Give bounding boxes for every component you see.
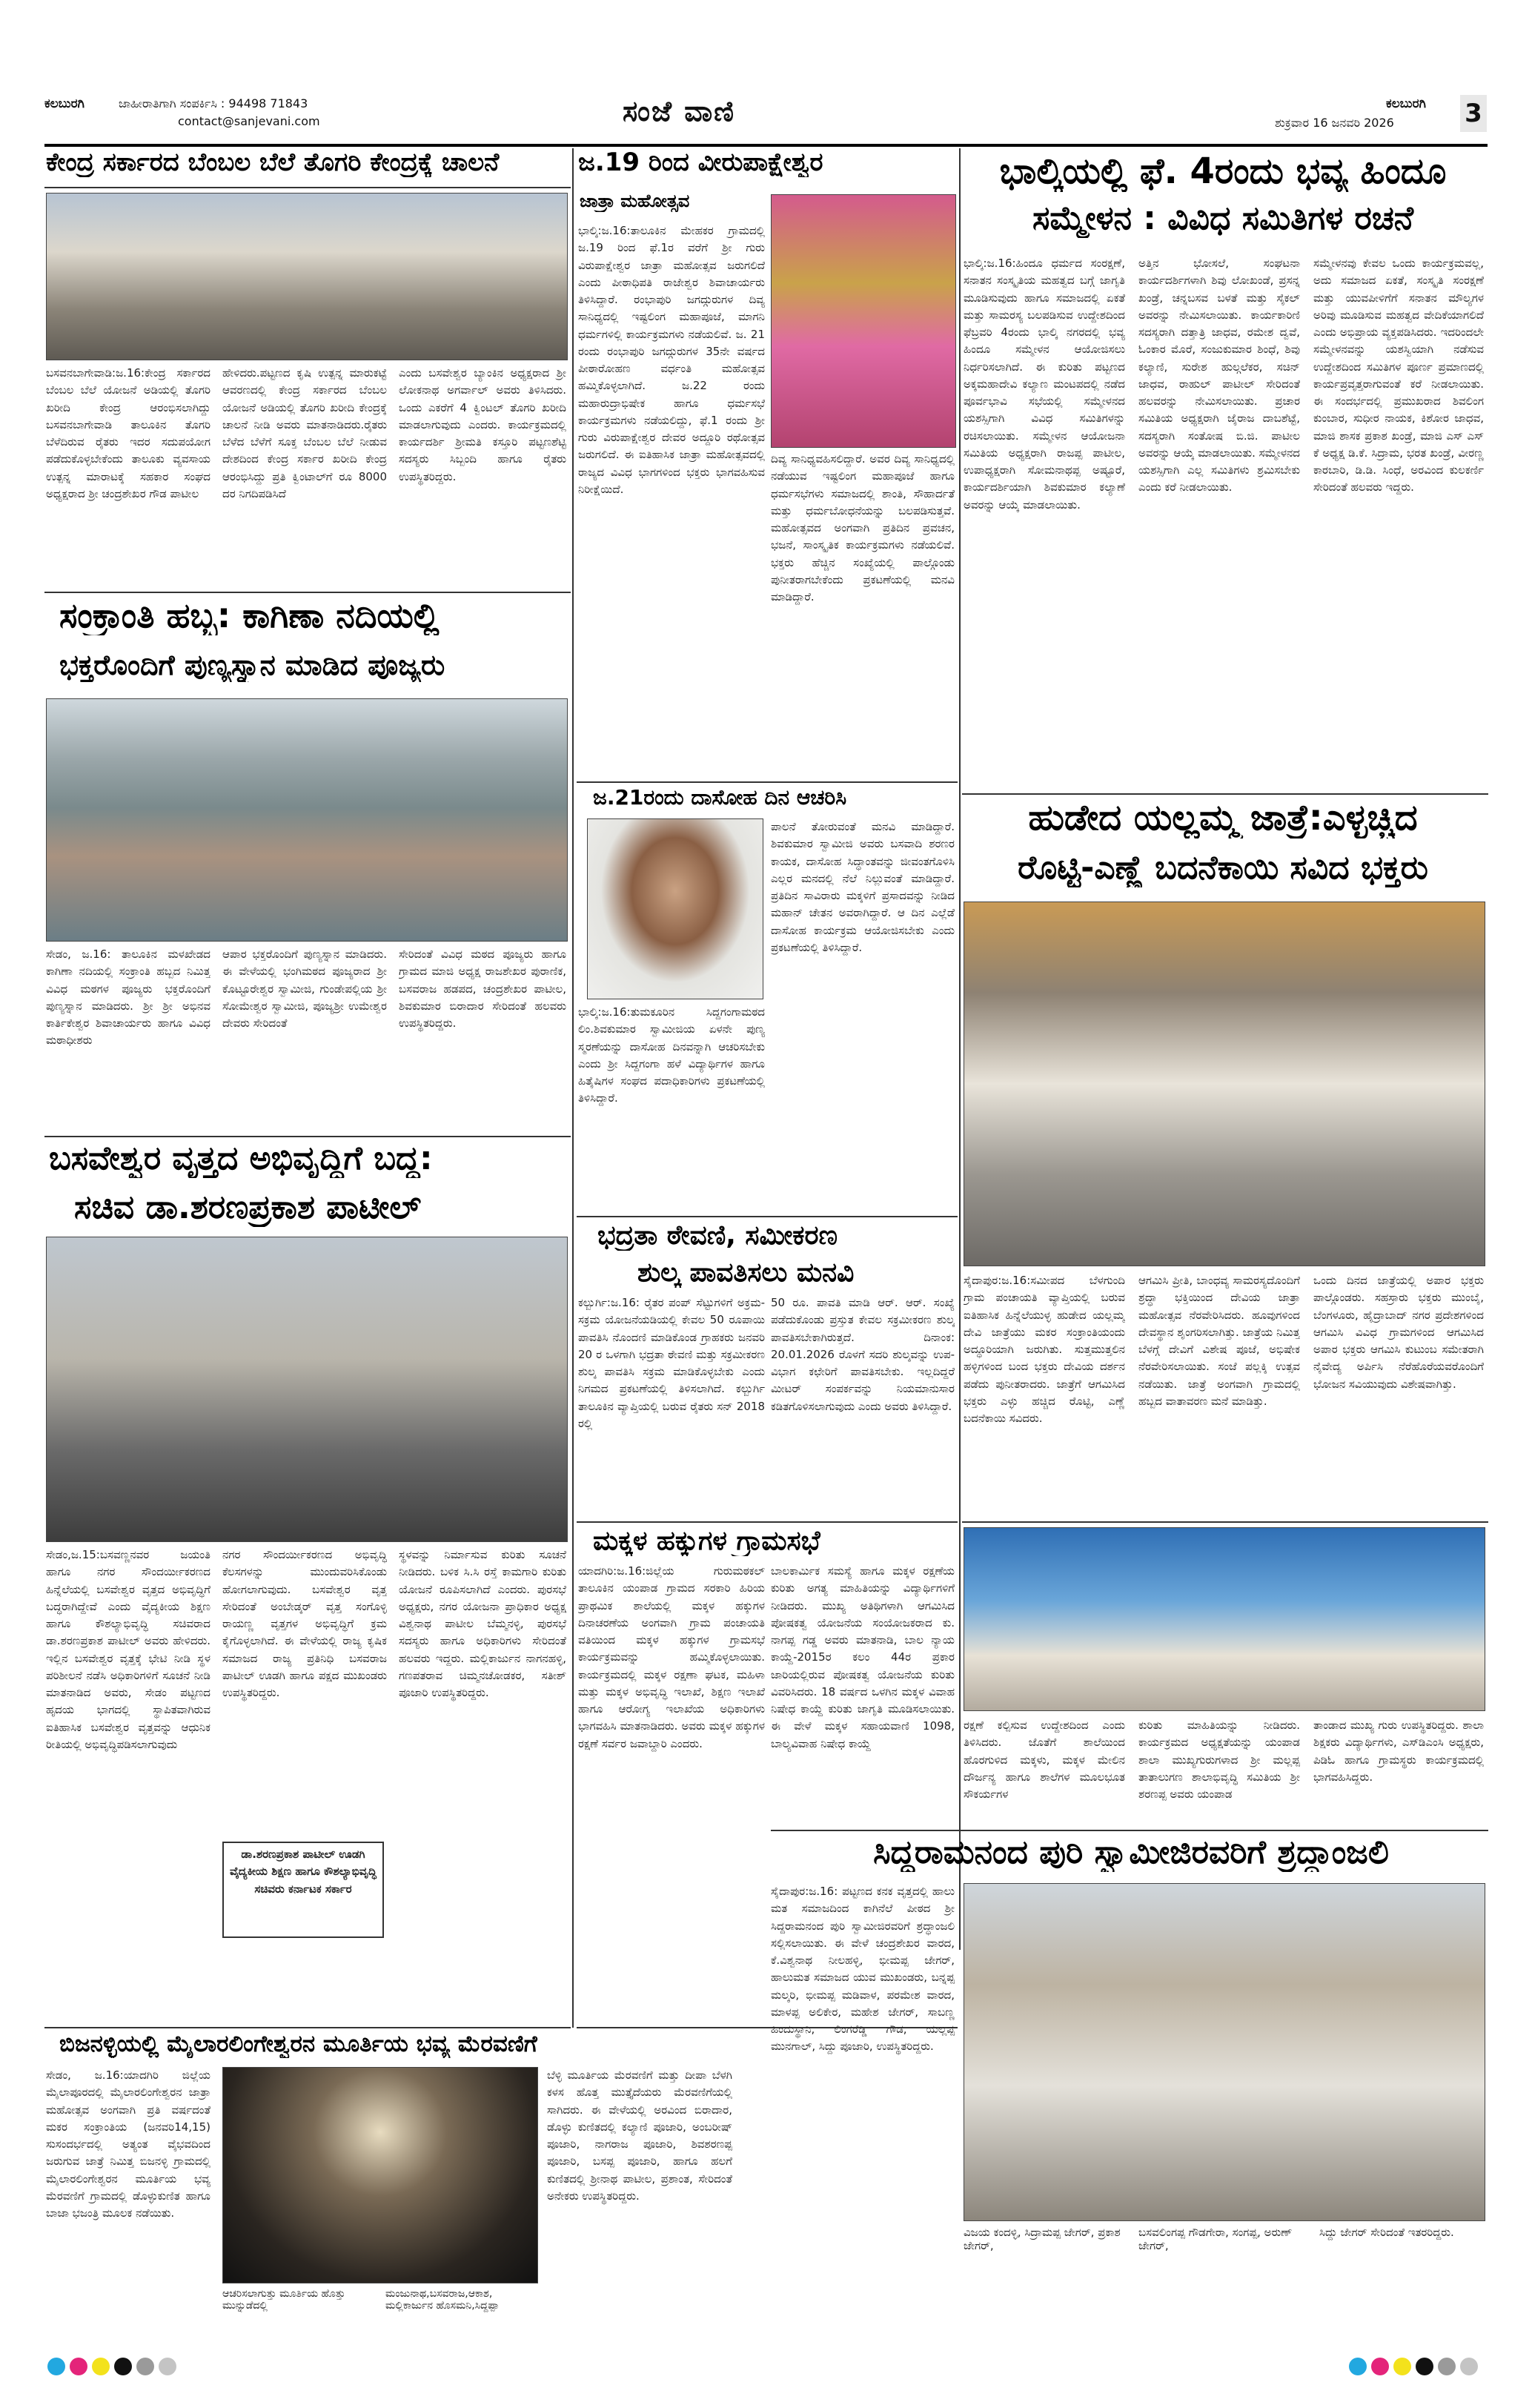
s5-headline2: ಜಾತ್ರಾ ಮಹೋತ್ಸವ [580, 191, 690, 211]
s3-col1: ಸೇಡಂ,ಜ.15:ಬಸವಣ್ಣನವರ ಜಯಂತಿ ಹಾಗೂ ನಗರ ಸೌಂದರ್ಯೀಕರಣದ ಹಿನ್ನೆಲೆಯಲ್ಲಿ ಬಸವೇಶ್ವರ ವೃತ್ತದ ಅಭಿವೃದ್ಧಿಗೆ ಬದ್ಧರಾಗಿದ್ದೇವೆ ಎಂದು ವೈದ್ಯಕೀಯ ಶಿಕ್ಷಣ ಹಾಗೂ ಕೌಶಲ್ಯಾಭಿವೃದ್ಧಿ ಸಚಿವರಾದ ಡಾ.ಶರಣಪ್ರಕಾಶ ಪಾಟೀಲ್ ಅವರು ಹೇಳಿದರು. ಇಲ್ಲಿನ ಬಸವೇಶ್ವರ ವೃತ್ತಕ್ಕೆ ಭೇಟಿ ನೀಡಿ ಸ್ಥಳ ಪರಿಶೀಲನೆ ನಡೆಸಿ ಅಧಿಕಾರಿಗಳಿಗೆ ಸೂಚನೆ ನೀಡಿ ಮಾತನಾಡಿದ ಅವರು, ಸೇಡಂ ಪಟ್ಟಣದ ಹೃದಯ ಭಾಗದಲ್ಲಿ ಸ್ಥಾಪಿತವಾಗಿರುವ ಐತಿಹಾಸಿಕ ಬಸವೇಶ್ವರ ವೃತ್ತವನ್ನು ಆಧುನಿಕ ರೀತಿಯಲ್ಲಿ ಅಭಿವೃದ್ಧಿಪಡಿಸಲಾಗುವುದು [46, 1548, 210, 1751]
divider [44, 592, 571, 593]
cyan-dot [47, 2358, 65, 2375]
s8-col2: ಬಾಲಕಾರ್ಮಿಕ ಸಮಸ್ಯೆ ಹಾಗೂ ಮಕ್ಕಳ ರಕ್ಷಣೆಯ ಕುರಿತು ಅಗತ್ಯ ಮಾಹಿತಿಯನ್ನು ವಿದ್ಯಾರ್ಥಿಗಳಿಗೆ ನೀಡಿದರು. ಮುಖ್ಯ ಅತಿಥಿಗಳಾಗಿ ಆಗಮಿಸಿದ ಪೋಷಕತ್ವ ಯೋಜನೆಯ ಸಂಯೋಜಕರಾದ ಕು. ನಾಗಪ್ಪ ಗಡ್ಡ ಅವರು ಮಾತನಾಡಿ, ಬಾಲ ನ್ಯಾಯ ಕಾಯ್ದೆ-2015ರ ಕಲಂ 44ರ ಪ್ರಕಾರ ಜಾರಿಯಲ್ಲಿರುವ ಪೋಷಕತ್ವ ಯೋಜನೆಯ ಕುರಿತು ವಿವರಿಸಿದರು. 18 ವರ್ಷದ ಒಳಗಿನ ಮಕ್ಕಳ ವಿವಾಹ ನಿಷೇಧ ಕಾಯ್ದೆ ಕುರಿತು ಜಾಗೃತಿ ಮೂಡಿಸಲಾಯಿತು. ಈ ವೇಳೆ ಮಕ್ಕಳ ಸಹಾಯವಾಣಿ 1098, ಬಾಲ್ಯವಿವಾಹ ನಿಷೇಧ ಕಾಯ್ದೆ [771, 1564, 955, 1750]
s5-portrait [771, 194, 956, 448]
s6-portrait [587, 818, 763, 999]
s11-col1: ಸೈದಾಪುರ:ಜ.16: ಪಟ್ಟಣದ ಕನಕ ವೃತ್ತದಲ್ಲಿ ಹಾಲು ಮತ ಸಮಾಜದಿಂದ ಕಾಗಿನೆಲೆ ಪೀಠದ ಶ್ರೀ ಸಿದ್ದರಾಮನಂದ ಪುರಿ ಸ್ವಾಮೀಜಿರವರಿಗೆ ಶ್ರದ್ಧಾಂಜಲಿ ಸಲ್ಲಿಸಲಾಯಿತು. ಈ ವೇಳೆ ಚಂದ್ರಶೇಖರ ವಾರದ, ಕೆ.ವಿಶ್ವನಾಥ ನೀಲಹಳ್ಳಿ, ಭೀಮಪ್ಪ ಜೇಗರ್, ಹಾಲುಮತ ಸಮಾಜದ ಯುವ ಮುಖಂಡರು, ಬನ್ನಪ್ಪ ಮಲ್ಕರಿ, ಭೀಮಪ್ಪ ಮಡಿವಾಳ, ಪರಮೇಶ ವಾರದ, ಮಾಳಪ್ಪ ಅಲಿಕೇರ, ಮಹೇಶ ಜೇಗರ್, ಸಾಬಣ್ಣ ಹಿಂದುಸ್ಥಾನಿ, ಲಿಂಗರೆಡ್ಡಿ ಗೌಡ, ಯಲ್ಲಪ್ಪ ಮುನಗಾಲ್, ಸಿದ್ದು ಪೂಜಾರಿ, ಉಪಸ್ಥಿತರಿದ್ದರು. [771, 1885, 955, 2054]
s11-photo-caption2: ಬಸವಲಿಂಗಪ್ಪ ಗೌಡಗೇರಾ, ಸಂಗಪ್ಪ, ಅರುಣ್ ಜೇಗರ್, [1138, 2226, 1293, 2252]
registration-marks-left [47, 2358, 181, 2378]
s7-headline2: ಶುಲ್ಕ ಪಾವತಿಸಲು ಮನವಿ [637, 1257, 855, 1288]
s3-photo [46, 1237, 568, 1542]
s9-headline2: ಸಮ್ಮೇಳನ : ವಿವಿಧ ಸಮಿತಿಗಳ ರಚನೆ [1032, 200, 1414, 237]
s6-headline: ಜ.21ರಂದು ದಾಸೋಹ ದಿನ ಆಚರಿಸಿ [593, 786, 847, 810]
registration-marks-right [1349, 2358, 1482, 2378]
s10-col1: ಸೈದಾಪುರ:ಜ.16:ಸಮೀಪದ ಬೆಳಗುಂದಿ ಗ್ರಾಮ ಪಂಚಾಯತಿ ವ್ಯಾಪ್ತಿಯಲ್ಲಿ ಬರುವ ಐತಿಹಾಸಿಕ ಹಿನ್ನೆಲೆಯುಳ್ಳ ಹುಡೇದ ಯಲ್ಲಮ್ಮ ದೇವಿ ಜಾತ್ರೆಯು ಮಕರ ಸಂಕ್ರಾಂತಿಯಂದು ಅದ್ಧೂರಿಯಾಗಿ ಜರುಗಿತು. ಸುತ್ತಮುತ್ತಲಿನ ಹಳ್ಳಿಗಳಿಂದ ಬಂದ ಭಕ್ತರು ದೇವಿಯ ದರ್ಶನ ಪಡೆದು ಪುನೀತರಾದರು. ಜಾತ್ರೆಗೆ ಆಗಮಿಸಿದ ಭಕ್ತರು ಎಳ್ಳು ಹಚ್ಚಿದ ರೊಟ್ಟಿ, ಎಣ್ಣೆ ಬದನೆಕಾಯಿ ಸವಿದರು. [964, 1274, 1125, 1425]
s8-photo [964, 1527, 1485, 1711]
s7-headline: ಭದ್ರತಾ ಠೇವಣಿ, ಸಮೀಕರಣ [597, 1220, 838, 1251]
s8-headline: ಮಕ್ಕಳ ಹಕ್ಕುಗಳ ಗ್ರಾಮಸಭೆ [593, 1526, 820, 1556]
s2-headline2: ಭಕ್ತರೊಂದಿಗೆ ಪುಣ್ಯಸ್ನಾನ ಮಾಡಿದ ಪೂಜ್ಯರು [59, 649, 445, 681]
s3-headline: ಬಸವೇಶ್ವರ ವೃತ್ತದ ಅಭಿವೃದ್ಧಿಗೆ ಬದ್ಧ: [49, 1140, 433, 1177]
masthead [44, 95, 1488, 142]
s11-photo-caption3: ಸಿದ್ದು ಜೇಗರ್ ಸೇರಿದಂತೆ ಇತರರಿದ್ದರು. [1319, 2226, 1454, 2239]
s2-headline: ಸಂಕ್ರಾಂತಿ ಹಬ್ಬ: ಕಾಗಿಣಾ ನದಿಯಲ್ಲಿ [59, 596, 440, 635]
s2-col3: ಸೇರಿದಂತೆ ವಿವಿಧ ಮಠದ ಪೂಜ್ಯರು ಹಾಗೂ ಗ್ರಾಮದ ಮಾಜಿ ಅಧ್ಯಕ್ಷ ರಾಜಶೇಖರ ಪುರಾಣಿಕ, ಬಸವರಾಜ ಹಡಪದ, ಚಂದ್ರಶೇಖರ ಪಾಟೀಲ, ಶಿವಕುಮಾರ ಬಿರಾದಾರ ಸೇರಿದಂತೆ ಹಲವರು ಉಪಸ್ಥಿತರಿದ್ದರು. [399, 947, 566, 1030]
divider [577, 781, 958, 783]
s1-photo [46, 193, 568, 360]
s1-headline: ಕೇಂದ್ರ ಸರ್ಕಾರದ ಬೆಂಬಲ ಬೆಲೆ ತೊಗರಿ ಕೇಂದ್ರಕ್ಕೆ ಚಾಲನೆ [46, 148, 500, 177]
s10-photo [964, 902, 1485, 1266]
yellow-dot [1393, 2358, 1411, 2375]
masthead-rule [44, 144, 1488, 147]
s10-col2: ಆಗಮಿಸಿ ಪ್ರೀತಿ, ಬಾಂಧವ್ಯ ಸಾಮರಸ್ಯದೊಂದಿಗೆ ಶ್ರದ್ಧಾ ಭಕ್ತಿಯಿಂದ ದೇವಿಯ ಜಾತ್ರಾ ಮಹೋತ್ಸವ ನೆರವೇರಿಸಿದರು. ಹೂವುಗಳಿಂದ ದೇವಸ್ಥಾನ ಶೃಂಗರಿಸಲಾಗಿತ್ತು. ಜಾತ್ರೆಯ ನಿಮಿತ್ತ ಬೆಳಗ್ಗೆ ದೇವಿಗೆ ವಿಶೇಷ ಪೂಜೆ, ಅಭಿಷೇಕ ನೆರವೇರಿಸಲಾಯಿತು. ಸಂಜೆ ಪಲ್ಲಕ್ಕಿ ಉತ್ಸವ ನಡೆಯಿತು. ಜಾತ್ರೆ ಅಂಗವಾಗಿ ಗ್ರಾಮದಲ್ಲಿ ಹಬ್ಬದ ವಾತಾವರಣ ಮನೆ ಮಾಡಿತ್ತು. [1138, 1274, 1300, 1408]
masthead-email: contact@sanjevani.com [178, 114, 320, 128]
s11-headline: ಸಿದ್ದರಾಮನಂದ ಪುರಿ ಸ್ವಾಮೀಜಿರವರಿಗೆ ಶ್ರದ್ಧಾಂಜಲಿ [873, 1834, 1389, 1871]
s3-col2: ನಗರ ಸೌಂದರ್ಯೀಕರಣದ ಅಭಿವೃದ್ಧಿ ಕೆಲಸಗಳನ್ನು ಮುಂದುವರಿಸಿಕೊಂಡು ಹೋಗಲಾಗುವುದು. ಬಸವೇಶ್ವರ ವೃತ್ತ ಸೇರಿದಂತೆ ಅಂಬೇಡ್ಕರ್ ವೃತ್ತ ಸಂಗೊಳ್ಳಿ ರಾಯಣ್ಣ ವೃತ್ತಗಳ ಅಭಿವೃದ್ಧಿಗೆ ಕ್ರಮ ಕೈಗೊಳ್ಳಲಾಗಿದೆ. ಈ ವೇಳೆಯಲ್ಲಿ ರಾಜ್ಯ ಕೃಷಿಕ ಸಮಾಜದ ರಾಜ್ಯ ಪ್ರತಿನಿಧಿ ಬಸವರಾಜ ಪಾಟೀಲ್ ಊಡಗಿ ಹಾಗೂ ಪಕ್ಷದ ಮುಖಂಡರು ಉಪಸ್ಥಿತರಿದ್ದರು. [222, 1548, 387, 1699]
s8-col5: ತಾಂಡಾದ ಮುಖ್ಯ ಗುರು ಉಪಸ್ಥಿತರಿದ್ದರು. ಶಾಲಾ ಶಿಕ್ಷಕರು ವಿದ್ಯಾರ್ಥಿಗಳು, ಎಸ್‍ಡಿಎಂಸಿ ಅಧ್ಯಕ್ಷರು, ಪಿಡಿಓ ಹಾಗೂ ಗ್ರಾಮಸ್ಥರು ಕಾರ್ಯಕ್ರಮದಲ್ಲಿ ಭಾಗವಹಿಸಿದ್ದರು. [1313, 1719, 1484, 1784]
divider [771, 1830, 1488, 1831]
s4-photo-caption2: ಮಂಜುನಾಥ,ಬಸವರಾಜ,ಆಕಾಶ, ಮಲ್ಲಿಕಾರ್ಜುನ ಹೊಸಮನಿ,ಸಿದ್ದಪ್ಪಾ [385, 2288, 500, 2312]
s2-col1: ಸೇಡಂ, ಜ.16: ತಾಲೂಕಿನ ಮಳಖೇಡದ ಕಾಗಿಣಾ ನದಿಯಲ್ಲಿ ಸಂಕ್ರಾಂತಿ ಹಬ್ಬದ ನಿಮಿತ್ತ ವಿವಿಧ ಮಠಗಳ ಪೂಜ್ಯರು ಭಕ್ತರೊಂದಿಗೆ ಪುಣ್ಯಸ್ನಾನ ಮಾಡಿದರು. ಶ್ರೀ ಶ್ರೀ ಅಭಿನವ ಕಾರ್ತಿಕೇಶ್ವರ ಶಿವಾಚಾರ್ಯರು ಹಾಗೂ ವಿವಿಧ ಮಠಾಧೀಶರು [46, 947, 210, 1048]
masthead-right-city: ಕಲಬುರಗಿ [1386, 96, 1426, 111]
divider [44, 2027, 571, 2028]
s8-col1: ಯಾದಗಿರಿ:ಜ.16:ಜಿಲ್ಲೆಯ ಗುರುಮಠಕಲ್ ತಾಲೂಕಿನ ಯಂಪಾಡ ಗ್ರಾಮದ ಸರಕಾರಿ ಹಿರಿಯ ಪ್ರಾಥಮಿಕ ಶಾಲೆಯಲ್ಲಿ ಮಕ್ಕಳ ಹಕ್ಕುಗಳ ದಿನಾಚರಣೆಯ ಅಂಗವಾಗಿ ಗ್ರಾಮ ಪಂಚಾಯತಿ ವತಿಯಿಂದ ಮಕ್ಕಳ ಹಕ್ಕುಗಳ ಗ್ರಾಮಸಭೆ ಕಾರ್ಯಕ್ರಮವನ್ನು ಹಮ್ಮಿಕೊಳ್ಳಲಾಯಿತು. ಕಾರ್ಯಕ್ರಮದಲ್ಲಿ ಮಕ್ಕಳ ರಕ್ಷಣಾ ಘಟಕ, ಮಹಿಳಾ ಮತ್ತು ಮಕ್ಕಳ ಅಭಿವೃದ್ಧಿ ಇಲಾಖೆ, ಶಿಕ್ಷಣ ಇಲಾಖೆ ಹಾಗೂ ಆರೋಗ್ಯ ಇಲಾಖೆಯ ಅಧಿಕಾರಿಗಳು ಭಾಗವಹಿಸಿ ಮಾತನಾಡಿದರು. ಅವರು ಮಕ್ಕಳ ಹಕ್ಕುಗಳ ರಕ್ಷಣೆ ಸರ್ವರ ಜವಾಬ್ದಾರಿ ಎಂದರು. [578, 1564, 765, 1750]
gray-dot [1438, 2358, 1456, 2375]
yellow-dot [92, 2358, 110, 2375]
masthead-date: ಶುಕ್ರವಾರ 16 ಜನವರಿ 2026 [1275, 116, 1394, 130]
s5-col1: ಭಾಲ್ಕಿ:ಜ.16:ತಾಲೂಕಿನ ಮೇಹಕರ ಗ್ರಾಮದಲ್ಲಿ ಜ.19 ರಿಂದ ಫೆ.1ರ ವರೆಗೆ ಶ್ರೀ ಗುರು ವಿರುಪಾಕ್ಷೇಶ್ವರ ಜಾತ್ರಾ ಮಹೋತ್ಸವ ಜರುಗಲಿದೆ ಎಂದು ಪೀಠಾಧಿಪತಿ ರಾಜೇಶ್ವರ ಶಿವಾಚಾರ್ಯರು ತಿಳಿಸಿದ್ದಾರೆ. ರಂಭಾಪುರಿ ಜಗದ್ಗುರುಗಳ ದಿವ್ಯ ಸಾನಿಧ್ಯದಲ್ಲಿ ಇಷ್ಟಲಿಂಗ ಮಹಾಪೂಜೆ, ಮಾಗನಿ ಧರ್ಮಗಳಿಲ್ಲಿ ಕಾರ್ಯಕ್ರಮಗಳು ನಡೆಯಲಿವೆ. ಜ. 21 ರಂದು ರಂಭಾಪುರಿ ಜಗದ್ಗುರುಗಳ 35ನೇ ವರ್ಷದ ಪೀಠಾರೋಹಣ ವರ್ಧಂತಿ ಮಹೋತ್ಸವ ಹಮ್ಮಿಕೊಳ್ಳಲಾಗಿದೆ. ಜ.22 ರಂದು ಮಹಾರುದ್ರಾಭಿಷೇಕ ಹಾಗೂ ಧರ್ಮಸಭೆ ಕಾರ್ಯಕ್ರಮಗಳು ನಡೆಯಲಿದ್ದು, ಫೆ.1 ರಂದು ಶ್ರೀ ಗುರು ವಿರುಪಾಕ್ಷೇಶ್ವರ ದೇವರ ಅದ್ದೂರಿ ರಥೋತ್ಸವ ಜರುಗಲಿದೆ. ಈ ಐತಿಹಾಸಿಕ ಜಾತ್ರಾ ಮಹೋತ್ಸವದಲ್ಲಿ ರಾಜ್ಯದ ವಿವಿಧ ಭಾಗಗಳಿಂದ ಭಕ್ತರು ಭಾಗವಹಿಸುವ ನಿರೀಕ್ಷೆಯಿದೆ. [578, 224, 765, 496]
masthead-tagline: ಜಾಹೀರಾತಿಗಾಗಿ ಸಂಪರ್ಕಿಸಿ : 94498 71843 [119, 96, 308, 110]
divider [962, 793, 1488, 795]
page-number: 3 [1460, 95, 1487, 132]
masthead-left-city: ಕಲಬುರಗಿ [44, 96, 84, 111]
divider [44, 187, 571, 188]
s4-headline: ಬಿಜನಳ್ಳಿಯಲ್ಲಿ ಮೈಲಾರಲಿಂಗೇಶ್ವರನ ಮೂರ್ತಿಯ ಭವ್ಯ ಮೆರವಣಿಗೆ [59, 2031, 537, 2057]
s7-col1: ಕಲ್ಬುರ್ಗಿ:ಜ.16: ರೈತರ ಪಂಪ್ ಸೆಟ್ಟುಗಳಿಗೆ ಅಕ್ರಮ-ಸಕ್ರಮ ಯೋಜನೆಯಡಿಯಲ್ಲಿ ಕೇವಲ 50 ರೂಪಾಯಿ ಪಾವತಿಸಿ ನೊಂದಣಿ ಮಾಡಿಕೊಂಡ ಗ್ರಾಹಕರು ಜನವರಿ 20 ರ ಒಳಗಾಗಿ ಭದ್ರತಾ ಠೇವಣಿ ಮತ್ತು ಸಕ್ರಮೀಕರಣ ಶುಲ್ಕ ಪಾವತಿಸಿ ಸಕ್ರಮ ಮಾಡಿಕೊಳ್ಳಬೇಕು ಎಂದು ನಿಗಮದ ಪ್ರಕಟಣೆಯಲ್ಲಿ ತಿಳಿಸಲಾಗಿದೆ. ಕಲ್ಬುರ್ಗಿ ತಾಲೂಕಿನ ವ್ಯಾಪ್ತಿಯಲ್ಲಿ ಬರುವ ರೈತರು ಸನ್ 2018 ರಲ್ಲಿ [578, 1296, 765, 1430]
gray-dot [159, 2358, 176, 2375]
s8-col4: ಕುರಿತು ಮಾಹಿತಿಯನ್ನು ನೀಡಿದರು. ಕಾರ್ಯಕ್ರಮದ ಅಧ್ಯಕ್ಷತೆಯನ್ನು ಯಂಪಾಡ ಶಾಲಾ ಮುಖ್ಯಗುರುಗಳಾದ ಶ್ರೀ ಮಲ್ಲಪ್ಪ ತಾತಾಲುಗಣ ಶಾಲಾಭಿವೃದ್ಧಿ ಸಮಿತಿಯ ಶ್ರೀ ಶರಣಪ್ಪ ಅವರು ಯಂಪಾಡ [1138, 1719, 1300, 1801]
s3-minister-box [222, 1842, 384, 1938]
column-rule [959, 148, 961, 1950]
s4-photo [222, 2067, 538, 2283]
s9-col3: ಸಮ್ಮೇಳನವು ಕೇವಲ ಒಂದು ಕಾರ್ಯಕ್ರಮವಲ್ಲ, ಅದು ಸಮಾಜದ ಏಕತೆ, ಸಂಸ್ಕೃತಿ ಸಂರಕ್ಷಣೆ ಮತ್ತು ಯುವಪೀಳಿಗೆಗೆ ಸನಾತನ ಮೌಲ್ಯಗಳ ಅರಿವು ಮೂಡಿಸುವ ಮಹತ್ವದ ವೇದಿಕೆಯಾಗಲಿದೆ ಎಂದು ಅಭಿಪ್ರಾಯ ವ್ಯಕ್ತಪಡಿಸಿದರು. ಇದರಿಂದಲೇ ಸಮ್ಮೇಳನವನ್ನು ಯಶಸ್ವಿಯಾಗಿ ನಡೆಸುವ ಉದ್ದೇಶದಿಂದ ಸಮಿತಿಗಳ ಪೂರ್ಣ ಪ್ರಮಾಣದಲ್ಲಿ ಕಾರ್ಯಪ್ರವೃತ್ತರಾಗುವಂತೆ ಕರೆ ನೀಡಲಾಯಿತು. ಈ ಸಂದರ್ಭದಲ್ಲಿ ಪ್ರಮುಖರಾದ ಶಿವಲಿಂಗ ಕುಂಬಾರ, ಸುಧೀರ ನಾಯಕ, ಕಿಶೋರ ಜಾಧವ, ಮಾಜಿ ಶಾಸಕ ಪ್ರಕಾಶ ಖಂಡ್ರೆ, ಮಾಜಿ ಎಸ್ ಎಸ್ ಕೆ ಅಧ್ಯಕ್ಷ ಡಿ.ಕೆ. ಸಿದ್ರಾಮ, ಭರತ ಖಂಡ್ರೆ, ವೀರಣ್ಣ ಕಾರಬಾರಿ, ಡಿ.ಡಿ. ಸಿಂಧೆ, ಅರವಿಂದ ಕುಲಕರ್ಣಿ ಸೇರಿದಂತೆ ಹಲವರು ಇದ್ದರು. [1313, 257, 1484, 494]
gray-dot [1460, 2358, 1478, 2375]
divider [577, 1216, 958, 1217]
divider [577, 1521, 958, 1523]
s5-headline: ಜ.19 ರಿಂದ ವೀರುಪಾಕ್ಷೇಶ್ವರ [578, 148, 823, 177]
s3-headline2: ಸಚಿವ ಡಾ.ಶರಣಪ್ರಕಾಶ ಪಾಟೀಲ್ [74, 1189, 422, 1226]
divider [44, 1136, 571, 1137]
s10-headline2: ರೊಟ್ಟಿ-ಎಣ್ಣೆ ಬದನೆಕಾಯಿ ಸವಿದ ಭಕ್ತರು [1018, 850, 1428, 887]
s1-col2: ಹೇಳಿದರು.ಪಟ್ಟಣದ ಕೃಷಿ ಉತ್ಪನ್ನ ಮಾರುಕಟ್ಟೆ ಆವರಣದಲ್ಲಿ ಕೇಂದ್ರ ಸರ್ಕಾರದ ಬೆಂಬಲ ಯೋಜನೆ ಅಡಿಯಲ್ಲಿ ತೊಗರಿ ಖರೀದಿ ಕೇಂದ್ರಕ್ಕೆ ಚಾಲನೆ ನೀಡಿ ಅವರು ಮಾತನಾಡಿದರು.ರೈತರು ಬೆಳೆದ ಬೆಳೆಗೆ ಸೂಕ್ತ ಬೆಂಬಲ ಬೆಲೆ ನೀಡುವ ದೇಶದಿಂದ ಕೇಂದ್ರ ಸರ್ಕಾರ ಖರೀದಿ ಕೇಂದ್ರ ಆರಂಭಿಸಿದ್ದು ಪ್ರತಿ ಕ್ವಿಂಟಾಲ್‍ಗೆ ರೂ 8000 ದರ ನಿಗದಿಪಡಿಸಿದೆ [222, 366, 387, 500]
s6-col2: ಪಾಲನೆ ತೋರುವಂತೆ ಮನವಿ ಮಾಡಿದ್ದಾರೆ. ಶಿವಕುಮಾರ ಸ್ವಾಮೀಜಿ ಅವರು ಬಸವಾದಿ ಶರಣರ ಕಾಯಕ, ದಾಸೋಹ ಸಿದ್ಧಾಂತವನ್ನು ಜೀವಂತಗೊಳಿಸಿ ಎಲ್ಲರ ಮನದಲ್ಲಿ ನೆಲೆ ನಿಲ್ಲುವಂತೆ ಮಾಡಿದ್ದಾರೆ. ಪ್ರತಿದಿನ ಸಾವಿರಾರು ಮಕ್ಕಳಿಗೆ ಪ್ರಸಾದವನ್ನು ನೀಡಿದ ಮಹಾನ್ ಚೇತನ ಅವರಾಗಿದ್ದಾರೆ. ಆ ದಿನ ಎಲ್ಲೆಡೆ ದಾಸೋಹ ಕಾರ್ಯಕ್ರಮ ಆಯೋಜಿಸಬೇಕು ಎಂದು ಪ್ರಕಟಣೆಯಲ್ಲಿ ತಿಳಿಸಿದ್ದಾರೆ. [771, 820, 955, 954]
s9-col2: ಅತ್ತಿನ ಭೋಸಲೆ, ಸಂಘಟನಾ ಕಾರ್ಯದರ್ಶಿಗಳಾಗಿ ಶಿವು ಲೋಖಂಡೆ, ಪ್ರಸನ್ನ ಖಂಡ್ರೆ, ಚನ್ನಬಸವ ಬಳತೆ ಮತ್ತು ಸೈಕಲ್ ಅವರನ್ನು ನೇಮಿಸಲಾಯಿತು. ಕಾರ್ಯಕಾರಿಣಿ ಸದಸ್ಯರಾಗಿ ದತ್ತಾತ್ರಿ ಜಾಧವ, ರಮೇಶ ದ್ವವೆ, ಓಂಕಾರ ಮೊರೆ, ಸಂಜುಕುಮಾರ ಶಿಂಧೆ, ಶಿವು ಕಲ್ಯಾಣಿ, ಸುರೇಶ ಹುಲ್ಗಲೆಕರ, ಸಚಿನ್ ಜಾಧವ, ರಾಹುಲ್ ಪಾಟೀಲ್ ಸೇರಿದಂತೆ ಹಲವರನ್ನು ನೇಮಿಸಲಾಯಿತು. ಪ್ರಚಾರ ಸಮಿತಿಯ ಅಧ್ಯಕ್ಷರಾಗಿ ಜೈರಾಜ ದಾಬಶೆಟ್ಟೆ, ಸದಸ್ಯರಾಗಿ ಸಂತೋಷ ಬಿ.ಜಿ. ಪಾಟೀಲ ಅವರನ್ನು ಆಯ್ಕೆ ಮಾಡಲಾಯಿತು. ಸಮ್ಮೇಳನದ ಯಶಸ್ಸಿಗಾಗಿ ಎಲ್ಲ ಸಮಿತಿಗಳು ಶ್ರಮಿಸಬೇಕು ಎಂದು ಕರೆ ನೀಡಲಾಯಿತು. [1138, 257, 1300, 494]
s9-col1: ಭಾಲ್ಕಿ:ಜ.16:ಹಿಂದೂ ಧರ್ಮದ ಸಂರಕ್ಷಣೆ, ಸನಾತನ ಸಂಸ್ಕೃತಿಯ ಮಹತ್ವದ ಬಗ್ಗೆ ಜಾಗೃತಿ ಮೂಡಿಸುವುದು ಹಾಗೂ ಸಮಾಜದಲ್ಲಿ ಏಕತೆ ಮತ್ತು ಸಾಮರಸ್ಯ ಬಲಪಡಿಸುವ ಉದ್ದೇಶದಿಂದ ಫೆಬ್ರವರಿ 4ರಂದು ಭಾಲ್ಕಿ ನಗರದಲ್ಲಿ ಭವ್ಯ ಹಿಂದೂ ಸಮ್ಮೇಳನ ಆಯೋಜಿಸಲು ನಿರ್ಧರಿಸಲಾಗಿದೆ. ಈ ಕುರಿತು ಪಟ್ಟಣದ ಅಕ್ಕಮಹಾದೇವಿ ಕಲ್ಯಾಣ ಮಂಟಪದಲ್ಲಿ ನಡೆದ ಪೂರ್ವಭಾವಿ ಸಭೆಯಲ್ಲಿ ಸಮ್ಮೇಳನದ ಯಶಸ್ಸಿಗಾಗಿ ವಿವಿಧ ಸಮಿತಿಗಳನ್ನು ರಚಿಸಲಾಯಿತು. ಸಮ್ಮೇಳನ ಆಯೋಜನಾ ಸಮಿತಿಯ ಅಧ್ಯಕ್ಷರಾಗಿ ರಾಜಪ್ಪ ಪಾಟೀಲ, ಉಪಾಧ್ಯಕ್ಷರಾಗಿ ಸೋಮನಾಥಪ್ಪ ಅಷ್ಟೂರೆ, ಕಾರ್ಯದರ್ಶಿಯಾಗಿ ಶಿವಕುಮಾರ ಕಲ್ಯಾಣೆ ಅವರನ್ನು ಆಯ್ಕೆ ಮಾಡಲಾಯಿತು. [964, 257, 1125, 512]
s4-photo-caption: ಆಚರಿಸಲಾಗುತ್ತು ಮೂರ್ತಿಯ ಹೊತ್ತು ಮುನ್ನುಡೆದಲ್ಲಿ [222, 2288, 345, 2312]
s1-col3: ಎಂದು ಬಸವೇಶ್ವರ ಬ್ಯಾಂಕಿನ ಅಧ್ಯಕ್ಷರಾದ ಶ್ರೀ ಲೋಕನಾಥ ಅಗರ್ವಾಲ್ ಅವರು ತಿಳಿಸಿದರು. ಒಂದು ಎಕರೆಗೆ 4 ಕ್ವಿಂಟಲ್ ತೊಗರಿ ಖರೀದಿ ಮಾಡಲಾಗುವುದು ಎಂದರು. ಕಾರ್ಯಕ್ರಮದಲ್ಲಿ ಕಾರ್ಯದರ್ಶಿ ಶ್ರೀಮತಿ ಕಸ್ತೂರಿ ಪಟ್ಟಣಶೆಟ್ಟಿ ಸದಸ್ಯರು ಸಿಬ್ಬಂದಿ ಹಾಗೂ ರೈತರು ಉಪಸ್ಥಿತರಿದ್ದರು. [399, 366, 566, 483]
s8-col3: ರಕ್ಷಣೆ ಕಲ್ಪಿಸುವ ಉದ್ದೇಶದಿಂದ ಎಂದು ತಿಳಿಸಿದರು. ಜೊತೆಗೆ ಶಾಲೆಯಿಂದ ಹೊರಗುಳಿದ ಮಕ್ಕಳು, ಮಕ್ಕಳ ಮೇಲಿನ ದೌರ್ಜನ್ಯ ಹಾಗೂ ಶಾಲೆಗಳ ಮೂಲಭೂತ ಸೌಕರ್ಯಗಳ [964, 1719, 1125, 1801]
black-dot [1416, 2358, 1433, 2375]
s5-col2: ದಿವ್ಯ ಸಾನಿಧ್ಯವಹಿಸಲಿದ್ದಾರೆ. ಅವರ ದಿವ್ಯ ಸಾನಿಧ್ಯದಲ್ಲಿ ನಡೆಯುವ ಇಷ್ಟಲಿಂಗ ಮಹಾಪೂಜೆ ಹಾಗೂ ಧರ್ಮಸಭೆಗಳು ಸಮಾಜದಲ್ಲಿ ಶಾಂತಿ, ಸೌಹಾರ್ದತೆ ಮತ್ತು ಧರ್ಮಬೋಧನೆಯನ್ನು ಬಲಪಡಿಸುತ್ತವೆ. ಮಹೋತ್ಸವದ ಅಂಗವಾಗಿ ಪ್ರತಿದಿನ ಪ್ರವಚನ, ಭಜನೆ, ಸಾಂಸ್ಕೃತಿಕ ಕಾರ್ಯಕ್ರಮಗಳು ನಡೆಯಲಿವೆ. ಭಕ್ತರು ಹೆಚ್ಚಿನ ಸಂಖ್ಯೆಯಲ್ಲಿ ಪಾಲ್ಗೊಂಡು ಪುನೀತರಾಗಬೇಕೆಂದು ಪ್ರಕಟಣೆಯಲ್ಲಿ ಮನವಿ ಮಾಡಿದ್ದಾರೆ. [771, 452, 955, 603]
s4-col1: ಸೇಡಂ, ಜ.16:ಯಾದಗಿರಿ ಜಿಲ್ಲೆಯ ಮೈಲಾಪೂರದಲ್ಲಿ ಮೈಲಾರಲಿಂಗೇಶ್ವರನ ಜಾತ್ರಾ ಮಹೋತ್ಸವ ಅಂಗವಾಗಿ ಪ್ರತಿ ವರ್ಷದಂತೆ ಮಕರ ಸಂಕ್ರಾಂತಿಯ (ಜನವರಿ14,15) ಸುಸಂದರ್ಭದಲ್ಲಿ ಅತ್ಯಂತ ವೈಭವದಿಂದ ಜರುಗುವ ಜಾತ್ರೆ ನಿಮಿತ್ತ ಬಿಜನಳ್ಳಿ ಗ್ರಾಮದಲ್ಲಿ ಮೈಲಾರಲಿಂಗೇಶ್ವರನ ಮೂರ್ತಿಯ ಭವ್ಯ ಮೆರವಣಿಗೆ ಗ್ರಾಮದಲ್ಲಿ ಡೊಳ್ಳುಕುಣಿತ ಹಾಗೂ ಬಾಜಾ ಭಜಂತ್ರಿ ಮೂಲಕ ನಡೆಯಿತು. [46, 2068, 210, 2220]
s1-col1: ಬಸವನಬಾಗೇವಾಡಿ:ಜ.16:ಕೇಂದ್ರ ಸರ್ಕಾರದ ಬೆಂಬಲ ಬೆಲೆ ಯೋಜನೆ ಅಡಿಯಲ್ಲಿ ತೊಗರಿ ಖರೀದಿ ಕೇಂದ್ರ ಆರಂಭಿಸಲಾಗಿದ್ದು ಬಸವನಬಾಗೇವಾಡಿ ತಾಲೂಕಿನ ತೊಗರಿ ಬೆಳೆದಿರುವ ರೈತರು ಇದರ ಸದುಪಯೋಗ ಪಡೆದುಕೊಳ್ಳಬೇಕೆಂದು ತಾಲೂಕು ವ್ಯವಸಾಯ ಉತ್ಪನ್ನ ಮಾರಾಟಕ್ಕೆ ಸಹಕಾರ ಸಂಘದ ಅಧ್ಯಕ್ಷರಾದ ಶ್ರೀ ಚಂದ್ರಶೇಖರ ಗೌಡ ಪಾಟೀಲ [46, 366, 210, 500]
divider [962, 1521, 1488, 1523]
s6-col1: ಭಾಲ್ಕಿ:ಜ.16:ತುಮಕೂರಿನ ಸಿದ್ದಗಂಗಾಮಠದ ಲಿಂ.ಶಿವಕುಮಾರ ಸ್ವಾಮೀಜಿಯ ಏಳನೇ ಪುಣ್ಯ ಸ್ಮರಣೆಯನ್ನು ದಾಸೋಹ ದಿನವನ್ನಾಗಿ ಆಚರಿಸಬೇಕು ಎಂದು ಶ್ರೀ ಸಿದ್ದಗಂಗಾ ಹಳೆ ವಿದ್ಯಾರ್ಥಿಗಳ ಹಾಗೂ ಹಿತೈಷಿಗಳ ಸಂಘದ ಪದಾಧಿಕಾರಿಗಳು ಪ್ರಕಟಣೆಯಲ್ಲಿ ತಿಳಿಸಿದ್ದಾರೆ. [578, 1005, 765, 1105]
s2-col2: ಆಪಾರ ಭಕ್ತರೊಂದಿಗೆ ಪುಣ್ಯಸ್ನಾನ ಮಾಡಿದರು. ಈ ವೇಳೆಯಲ್ಲಿ ಭಂಗಿಮಠದ ಪೂಜ್ಯರಾದ ಶ್ರೀ ಕೊಟ್ಟೂರೇಶ್ವರ ಸ್ವಾಮೀಜಿ, ಗುಂಡೇಪಲ್ಲಿಯ ಶ್ರೀ ಸೋಮೇಶ್ವರ ಸ್ವಾಮೀಜಿ, ಪೂಜ್ಯಶ್ರೀ ಉಮೇಶ್ವರ ದೇವರು ಸೇರಿದಂತೆ [222, 947, 387, 1030]
s9-headline: ಭಾಲ್ಕಿಯಲ್ಲಿ ಫೆ. 4ರಂದು ಭವ್ಯ ಹಿಂದೂ [999, 151, 1447, 192]
s4-col3-text: ಬೆಳ್ಳಿ ಮೂರ್ತಿಯ ಮೆರವಣಿಗೆ ಮತ್ತು ದೀಪಾ ಬೆಳಗಿ ಕಳಸ ಹೊತ್ತ ಮುತ್ತೈದೆಯರು ಮೆರವಣಿಗೆಯಲ್ಲಿ ಸಾಗಿದರು. ಈ ವೇಳೆಯಲ್ಲಿ ಅರವಿಂದ ಬಿರಾದಾರ, ಡೊಳ್ಳು ಕುಣಿತದಲ್ಲಿ ಕಲ್ಯಾಣಿ ಪೂಜಾರಿ, ಅಂಬರೀಷ್ ಪೂಜಾರಿ, ನಾಗರಾಜ ಪೂಜಾರಿ, ಶಿವಶರಣಪ್ಪ ಪೂಜಾರಿ, ಬಸಪ್ಪ ಪೂಜಾರಿ, ಹಾಗೂ ಹಲಗೆ ಕುಣಿತದಲ್ಲಿ ಶ್ರೀನಾಥ ಪಾಟೀಲ, ಪ್ರಶಾಂತ, ಸೇರಿದಂತೆ ಅನೇಕರು ಉಪಸ್ಥಿತರಿದ್ದರು. [547, 2068, 732, 2203]
paper-name: ಸಂಜೆ ವಾಣಿ [623, 95, 736, 128]
magenta-dot [1371, 2358, 1389, 2375]
s10-headline: ಹುಡೇದ ಯಲ್ಲಮ್ಮ ಜಾತ್ರೆ:ಎಳ್ಳಚ್ಚಿದ [1028, 798, 1418, 838]
gray-dot [136, 2358, 154, 2375]
s7-col2: 50 ರೂ. ಪಾವತಿ ಮಾಡಿ ಆರ್. ಆರ್. ಸಂಖ್ಯೆ ಪಡೆದುಕೊಂಡು ಪ್ರಸ್ತುತ ಕೇವಲ ಸಕ್ರಮೀಕರಣ ಶುಲ್ಕ ಪಾವತಿಸಬೇಕಾಗಿರುತ್ತದೆ. ದಿನಾಂಕ: 20.01.2026 ರೊಳಗೆ ಸದರಿ ಶುಲ್ಕವನ್ನು ಉಪ-ವಿಭಾಗ ಕಛೇರಿಗೆ ಪಾವತಿಸಬೇಕು. ಇಲ್ಲದಿದ್ದರೆ ಮೀಟರ್ ಸಂಪರ್ಕವನ್ನು ನಿಯಮಾನುಸಾರ ಕಡಿತಗೊಳಿಸಲಾಗುವುದು ಎಂದು ಅವರು ತಿಳಿಸಿದ್ದಾರೆ. [771, 1296, 955, 1413]
column-rule [572, 148, 574, 2028]
s3-box-text: ಡಾ.ಶರಣಪ್ರಕಾಶ ಪಾಟೀಲ್ ಊಡಗಿ ವೈದ್ಯಕೀಯ ಶಿಕ್ಷಣ ಹಾಗೂ ಕೌಶಲ್ಯಾಭಿವೃದ್ಧಿ ಸಚಿವರು ಕರ್ನಾಟಕ ಸರ್ಕಾರ [230, 1848, 377, 1896]
black-dot [114, 2358, 132, 2375]
cyan-dot [1349, 2358, 1367, 2375]
s11-photo-caption: ವಿಜಯ ಕಂದಳ್ಳಿ, ಸಿದ್ರಾಮಪ್ಪ ಜೇಗರ್, ಪ್ರಕಾಶ ಜೇಗರ್, [964, 2226, 1121, 2252]
magenta-dot [70, 2358, 87, 2375]
s3-col3: ಸ್ಥಳವನ್ನು ನಿರ್ಮಾಸುವ ಕುರಿತು ಸೂಚನೆ ನೀಡಿದರು. ಬಳಿಕ ಸಿ.ಸಿ ರಸ್ತೆ ಕಾಮಗಾರಿ ಕುರಿತು ಯೋಜನೆ ರೂಪಿಸಲಾಗಿದೆ ಎಂದರು. ಪುರಸಭೆ ಅಧ್ಯಕ್ಷರು, ನಗರ ಯೋಜನಾ ಪ್ರಾಧಿಕಾರ ಅಧ್ಯಕ್ಷ ವಿಶ್ವನಾಥ ಪಾಟೀಲ ಬೆಮ್ಮನಳ್ಳಿ, ಪುರಸಭೆ ಸದಸ್ಯರು ಹಾಗೂ ಅಧಿಕಾರಿಗಳು ಸೇರಿದಂತೆ ಹಲವರು ಇದ್ದರು. ಮಲ್ಲಿಕಾರ್ಜುನ ನಾಗನಹಳ್ಳಿ, ಗಣಪತರಾವ ಚಿಮ್ಮನಚೋಡಕರ, ಸತೀಶ್ ಪೂಜಾರಿ ಉಪಸ್ಥಿತರಿದ್ದರು. [399, 1548, 566, 1699]
s2-photo [46, 698, 568, 942]
s10-col3: ಒಂದು ದಿನದ ಜಾತ್ರೆಯಲ್ಲಿ ಅಪಾರ ಭಕ್ತರು ಪಾಲ್ಗೊಂಡರು. ಸಹಸ್ರಾರು ಭಕ್ತರು ಮುಂಬೈ, ಬೆಂಗಳೂರು, ಹೈದ್ರಾಬಾದ್ ನಗರ ಪ್ರದೇಶಗಳಿಂದ ಆಗಮಿಸಿ ವಿವಿಧ ಗ್ರಾಮಗಳಿಂದ ಆಗಮಿಸಿದ ಅಪಾರ ಭಕ್ತರು ಆಗಮಿಸಿ ಕುಟುಂಬ ಸಮೇತರಾಗಿ ನೈವೇದ್ಯ ಅರ್ಪಿಸಿ ನೆರೆಹೊರೆಯವರೊಂದಿಗೆ ಭೋಜನ ಸವಿಯುವುದು ವಿಶೇಷವಾಗಿತ್ತು. [1313, 1274, 1484, 1391]
s11-photo [964, 1883, 1485, 2221]
